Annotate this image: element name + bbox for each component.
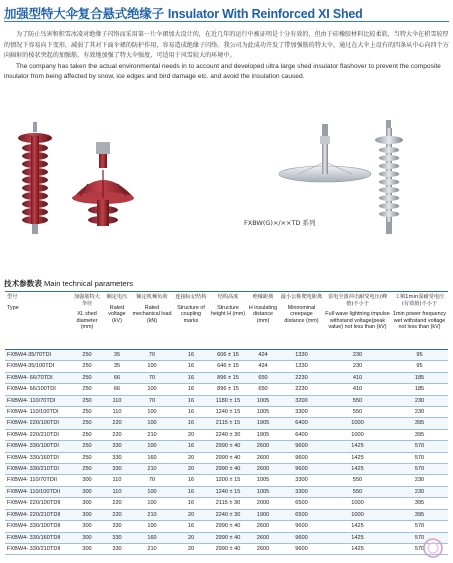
table-cell: 70 bbox=[131, 475, 173, 486]
table-cell: 2115 ± 15 bbox=[209, 418, 247, 429]
column-header bbox=[103, 292, 131, 350]
table-cell: 330 bbox=[103, 452, 131, 463]
column-header bbox=[247, 292, 279, 350]
silver-insulator-string-photo bbox=[375, 120, 403, 234]
table-cell: 110 bbox=[103, 486, 131, 497]
section-heading bbox=[4, 278, 133, 289]
table-cell: 300 bbox=[71, 543, 103, 554]
table-row bbox=[5, 532, 448, 543]
table-cell: 6500 bbox=[279, 509, 324, 520]
table-cell: 2240 ± 30 bbox=[209, 509, 247, 520]
table-cell: 66 bbox=[103, 372, 131, 383]
table-cell: 2990 ± 40 bbox=[209, 441, 247, 452]
table-cell: 3300 bbox=[279, 486, 324, 497]
table-cell: 2600 bbox=[247, 464, 279, 475]
table-cell: 110 bbox=[103, 475, 131, 486]
table-cell: 250 bbox=[71, 395, 103, 406]
column-header-en: Rated mechanical load (kN) bbox=[132, 304, 172, 324]
table-cell: 110 bbox=[103, 395, 131, 406]
table-cell: 16 bbox=[173, 361, 209, 372]
column-header bbox=[391, 292, 448, 350]
column-header-en: Minnominal creepage distance (mm) bbox=[284, 304, 319, 324]
table-cell: 20 bbox=[173, 543, 209, 554]
table-cell: 1005 bbox=[247, 475, 279, 486]
table-cell: 2990 ± 40 bbox=[209, 452, 247, 463]
table-cell: 100 bbox=[131, 361, 173, 372]
table-header bbox=[5, 292, 448, 350]
table-row bbox=[5, 384, 448, 395]
table-cell: 1240 ± 15 bbox=[209, 407, 247, 418]
intro-en: The company has taken the actual environmental needs in to account and developed ultra large shed insulator flashover to prevent the composite insulator from being affected by snow, ice edges and bird damage etc. and avoid the insulation caused. bbox=[4, 62, 441, 81]
table-cell: 100 bbox=[131, 407, 173, 418]
table-cell: 570 bbox=[391, 532, 448, 543]
table-cell: FXBW4- 66/70TDI bbox=[5, 372, 71, 383]
table-row bbox=[5, 395, 448, 406]
table-row bbox=[5, 418, 448, 429]
table-cell: 570 bbox=[391, 521, 448, 532]
table-cell: 16 bbox=[173, 372, 209, 383]
table-cell: 300 bbox=[71, 475, 103, 486]
table-cell: 570 bbox=[391, 464, 448, 475]
table-cell: 250 bbox=[71, 464, 103, 475]
table-cell: FXBW4- 330/210TDII bbox=[5, 543, 71, 554]
table-cell: 1425 bbox=[324, 543, 391, 554]
table-cell: FXBW4- 220/100TDI bbox=[5, 418, 71, 429]
red-insulator-string-photo bbox=[18, 122, 52, 234]
table-cell: 2600 bbox=[247, 452, 279, 463]
red-reinforced-shed-photo bbox=[72, 142, 134, 226]
table-cell: 230 bbox=[324, 361, 391, 372]
table-cell: 20 bbox=[173, 464, 209, 475]
column-header-cn: 额定电压 bbox=[106, 294, 128, 300]
table-cell: FXBW4- 220/210TDI bbox=[5, 429, 71, 440]
table-cell: 250 bbox=[71, 372, 103, 383]
table-cell: 230 bbox=[391, 486, 448, 497]
table-cell: 9600 bbox=[279, 532, 324, 543]
table-cell: 250 bbox=[71, 452, 103, 463]
column-header-en: Type bbox=[7, 304, 19, 311]
table-cell: 210 bbox=[131, 464, 173, 475]
table-cell: 16 bbox=[173, 395, 209, 406]
intro-text bbox=[4, 30, 449, 83]
table-cell: 2600 bbox=[247, 543, 279, 554]
silver-insulator-photo bbox=[279, 124, 371, 182]
title-cn: 加强型特大伞复合悬式绝缘子 bbox=[4, 6, 164, 21]
table-row bbox=[5, 521, 448, 532]
column-header-en: Structure of coupling marks bbox=[177, 304, 205, 324]
column-header bbox=[173, 292, 209, 350]
table-row bbox=[5, 509, 448, 520]
page-title bbox=[4, 4, 363, 22]
table-cell: 160 bbox=[131, 532, 173, 543]
table-cell: 100 bbox=[131, 384, 173, 395]
table-cell: FXBW4- 110/70TDII bbox=[5, 475, 71, 486]
table-cell: 570 bbox=[391, 452, 448, 463]
table-cell: FXBW4-35/100TDI bbox=[5, 361, 71, 372]
table-cell: 300 bbox=[71, 521, 103, 532]
table-cell: 2600 bbox=[247, 441, 279, 452]
table-cell: 410 bbox=[324, 384, 391, 395]
table-cell: 1180 ± 15 bbox=[209, 395, 247, 406]
table-cell: 410 bbox=[324, 372, 391, 383]
table-cell: 16 bbox=[173, 418, 209, 429]
table-cell: 220 bbox=[103, 498, 131, 509]
table-cell: 220 bbox=[103, 509, 131, 520]
column-header-cn: 连接标记结构 bbox=[175, 294, 207, 300]
table-cell: 35 bbox=[103, 350, 131, 361]
table-body bbox=[5, 350, 448, 555]
table-cell: 330 bbox=[103, 532, 131, 543]
table-cell: 646 ± 15 bbox=[209, 361, 247, 372]
table-cell: 300 bbox=[71, 486, 103, 497]
table-cell: 330 bbox=[103, 464, 131, 475]
table-cell: 550 bbox=[324, 407, 391, 418]
table-cell: 16 bbox=[173, 384, 209, 395]
table-cell: 2990 ± 40 bbox=[209, 543, 247, 554]
table-cell: 160 bbox=[131, 452, 173, 463]
column-header bbox=[279, 292, 324, 350]
table-cell: 896 ± 15 bbox=[209, 384, 247, 395]
table-cell: 1330 bbox=[279, 361, 324, 372]
table-cell: 9600 bbox=[279, 464, 324, 475]
table-cell: 2000 bbox=[247, 498, 279, 509]
table-cell: FXBW4- 220/100TDII bbox=[5, 498, 71, 509]
table-cell: 650 bbox=[247, 372, 279, 383]
table-cell: 230 bbox=[391, 395, 448, 406]
table-cell: 9600 bbox=[279, 521, 324, 532]
table-cell: 2115 ± 30 bbox=[209, 498, 247, 509]
table-cell: 210 bbox=[131, 543, 173, 554]
table-cell: 570 bbox=[391, 543, 448, 554]
table-cell: 185 bbox=[391, 372, 448, 383]
table-cell: 2990 ± 40 bbox=[209, 532, 247, 543]
table-cell: 1425 bbox=[324, 441, 391, 452]
table-cell: 550 bbox=[324, 486, 391, 497]
table-cell: 2600 bbox=[247, 532, 279, 543]
table-cell: 606 ± 15 bbox=[209, 350, 247, 361]
table-cell: 250 bbox=[71, 384, 103, 395]
column-header-en: XL shed diameter (mm) bbox=[76, 311, 98, 331]
table-cell: 70 bbox=[131, 372, 173, 383]
table-cell: 395 bbox=[391, 429, 448, 440]
table-cell: 395 bbox=[391, 509, 448, 520]
table-cell: 650 bbox=[247, 384, 279, 395]
table-cell: 300 bbox=[71, 532, 103, 543]
table-cell: 95 bbox=[391, 350, 448, 361]
column-header-cn: 型号 bbox=[7, 294, 18, 300]
table-cell: 1000 bbox=[324, 498, 391, 509]
column-header bbox=[131, 292, 173, 350]
table-cell: 250 bbox=[71, 441, 103, 452]
table-cell: 95 bbox=[391, 361, 448, 372]
table-cell: 20 bbox=[173, 429, 209, 440]
table-cell: 395 bbox=[391, 498, 448, 509]
table-cell: 395 bbox=[391, 418, 448, 429]
table-cell: 230 bbox=[391, 475, 448, 486]
table-cell: 230 bbox=[324, 350, 391, 361]
company-seal bbox=[420, 537, 446, 559]
table-cell: 16 bbox=[173, 486, 209, 497]
table-cell: 16 bbox=[173, 350, 209, 361]
photo-caption: FXBW(G)×/××TD 系列 bbox=[244, 219, 316, 227]
table-cell: 20 bbox=[173, 532, 209, 543]
table-cell: 16 bbox=[173, 407, 209, 418]
table-cell: 1905 bbox=[247, 418, 279, 429]
table-cell: 6500 bbox=[279, 498, 324, 509]
table-cell: 100 bbox=[131, 486, 173, 497]
insulator-photos bbox=[0, 118, 453, 238]
table-cell: 9600 bbox=[279, 543, 324, 554]
table-cell: 3200 bbox=[279, 395, 324, 406]
table-cell: 250 bbox=[71, 429, 103, 440]
table-cell: 1000 bbox=[324, 509, 391, 520]
table-row bbox=[5, 475, 448, 486]
table-cell: 896 ± 15 bbox=[209, 372, 247, 383]
column-header-cn: 工频1min湿耐受电压(有效值)不小于 bbox=[394, 294, 445, 307]
column-header-en: Structure height H (mm) bbox=[210, 304, 246, 318]
table-cell: FXBW4-35/70TDI bbox=[5, 350, 71, 361]
table-cell: 70 bbox=[131, 395, 173, 406]
table-cell: 330 bbox=[103, 543, 131, 554]
table-cell: 210 bbox=[131, 429, 173, 440]
column-header-cn: 绝缘距离 bbox=[252, 294, 274, 300]
table-cell: 250 bbox=[71, 407, 103, 418]
table-cell: 424 bbox=[247, 361, 279, 372]
table-cell: 330 bbox=[103, 521, 131, 532]
table-cell: 185 bbox=[391, 384, 448, 395]
table-row bbox=[5, 543, 448, 554]
parameters-table bbox=[5, 291, 448, 555]
column-header-en: Rated voltage (kV) bbox=[108, 304, 126, 324]
table-row bbox=[5, 486, 448, 497]
table-cell: 2230 bbox=[279, 372, 324, 383]
table-cell: 570 bbox=[391, 441, 448, 452]
column-header-cn: 结构高度 bbox=[217, 294, 239, 300]
table-cell: 300 bbox=[71, 509, 103, 520]
table-cell: 16 bbox=[173, 521, 209, 532]
table-cell: FXBW4- 330/210TDI bbox=[5, 464, 71, 475]
table-row bbox=[5, 407, 448, 418]
table-row bbox=[5, 429, 448, 440]
table-cell: 9600 bbox=[279, 452, 324, 463]
table-cell: 66 bbox=[103, 384, 131, 395]
table-cell: 424 bbox=[247, 350, 279, 361]
table-cell: 1005 bbox=[247, 395, 279, 406]
table-cell: 550 bbox=[324, 395, 391, 406]
table-cell: 1905 bbox=[247, 429, 279, 440]
table-cell: 16 bbox=[173, 498, 209, 509]
table-cell: 3300 bbox=[279, 475, 324, 486]
column-header bbox=[324, 292, 391, 350]
table-cell: 6400 bbox=[279, 418, 324, 429]
table-cell: 1900 bbox=[247, 509, 279, 520]
title-bar bbox=[4, 4, 449, 22]
table-cell: 100 bbox=[131, 521, 173, 532]
table-cell: 1000 bbox=[324, 429, 391, 440]
column-header-en: Full wave lightning impulse withstand voltage(peak value) not less than (kV) bbox=[325, 311, 390, 331]
section-title-cn: 技术参数表 bbox=[4, 279, 42, 288]
table-cell: 100 bbox=[131, 498, 173, 509]
table-cell: 300 bbox=[71, 498, 103, 509]
column-header-cn: 额定机械负荷 bbox=[136, 294, 168, 300]
table-cell: 35 bbox=[103, 361, 131, 372]
table-cell: FXBW4- 330/100TDI bbox=[5, 441, 71, 452]
table-cell: 16 bbox=[173, 475, 209, 486]
table-cell: 250 bbox=[71, 418, 103, 429]
table-cell: 330 bbox=[103, 441, 131, 452]
table-cell: FXBW4- 110/70TDI bbox=[5, 395, 71, 406]
table-cell: 250 bbox=[71, 350, 103, 361]
table-cell: 1005 bbox=[247, 407, 279, 418]
table-cell: 220 bbox=[103, 429, 131, 440]
table-cell: 210 bbox=[131, 509, 173, 520]
table-cell: 6400 bbox=[279, 429, 324, 440]
column-header bbox=[5, 292, 71, 350]
table-cell: 1425 bbox=[324, 464, 391, 475]
table-row bbox=[5, 441, 448, 452]
column-header-cn: 雷电全波冲击耐受电压(峰值)不小于 bbox=[327, 294, 388, 307]
table-cell: FXBW4- 330/160TDII bbox=[5, 532, 71, 543]
table-row bbox=[5, 452, 448, 463]
table-cell: 2230 bbox=[279, 384, 324, 395]
table-cell: 20 bbox=[173, 509, 209, 520]
table-cell: 100 bbox=[131, 418, 173, 429]
table-cell: 220 bbox=[103, 418, 131, 429]
table-cell: 2240 ± 30 bbox=[209, 429, 247, 440]
table-cell: 70 bbox=[131, 350, 173, 361]
table-cell: 20 bbox=[173, 452, 209, 463]
column-header-cn: 最小公称爬电距离 bbox=[280, 294, 323, 300]
table-cell: 2990 ± 40 bbox=[209, 521, 247, 532]
table-row bbox=[5, 498, 448, 509]
table-cell: 2990 ± 40 bbox=[209, 464, 247, 475]
table-cell: 16 bbox=[173, 441, 209, 452]
table-cell: 230 bbox=[391, 407, 448, 418]
column-header-cn: 加强筋特大伞径 bbox=[74, 294, 100, 307]
table-cell: FXBW4- 110/100TDII bbox=[5, 486, 71, 497]
table-cell: 1330 bbox=[279, 350, 324, 361]
table-cell: FXBW4- 66/100TDI bbox=[5, 384, 71, 395]
table-row bbox=[5, 372, 448, 383]
table-cell: 1200 ± 15 bbox=[209, 475, 247, 486]
table-cell: 2600 bbox=[247, 521, 279, 532]
table-cell: FXBW4- 220/210TDII bbox=[5, 509, 71, 520]
column-header-en: 1min power frequency wet withstand voltage not less than (kV) bbox=[392, 311, 447, 331]
table-row bbox=[5, 350, 448, 361]
table-cell: 1425 bbox=[324, 521, 391, 532]
table-cell: FXBW4- 330/160TDI bbox=[5, 452, 71, 463]
table-cell: 1425 bbox=[324, 452, 391, 463]
table-cell: 1240 ± 15 bbox=[209, 486, 247, 497]
table-cell: 1425 bbox=[324, 532, 391, 543]
column-header bbox=[71, 292, 103, 350]
table-cell: FXBW4- 330/100TDII bbox=[5, 521, 71, 532]
table-row bbox=[5, 464, 448, 475]
table-header-row bbox=[5, 292, 448, 350]
table-cell: 1005 bbox=[247, 486, 279, 497]
table-cell: 100 bbox=[131, 441, 173, 452]
table-cell: 3300 bbox=[279, 407, 324, 418]
table-cell: 250 bbox=[71, 361, 103, 372]
table-cell: 110 bbox=[103, 407, 131, 418]
table-cell: FXBW4- 110/100TDI bbox=[5, 407, 71, 418]
table-cell: 1000 bbox=[324, 418, 391, 429]
intro-cn: 为了防止鸟害和积雪冰凌对绝缘子闪络而采用第一片伞裙加大设计的，在近几年的运行中被证明是十分有效的，但由于硅橡胶材料比较柔软，当特大伞在积雪较厚的情况下容易向下变形，减弱了其对下面伞裙的防护作用，容易造成绝缘子闪络。我公司为此成功开发了带加强筋的特大伞，通过在大伞上设有的四条从中心向四个方向辐射的棱状突起的加强筋，有效地加强了特大伞强度，可适用于风雪较大的环境中。 bbox=[4, 31, 449, 60]
section-title-en: Main technical parameters bbox=[43, 279, 134, 288]
table-cell: 550 bbox=[324, 475, 391, 486]
column-header bbox=[209, 292, 247, 350]
column-header-en: H insulating distance (mm) bbox=[248, 304, 278, 324]
table-cell: 9600 bbox=[279, 441, 324, 452]
table-row bbox=[5, 361, 448, 372]
title-en: Insulator With Reinforced XI Shed bbox=[167, 7, 363, 21]
